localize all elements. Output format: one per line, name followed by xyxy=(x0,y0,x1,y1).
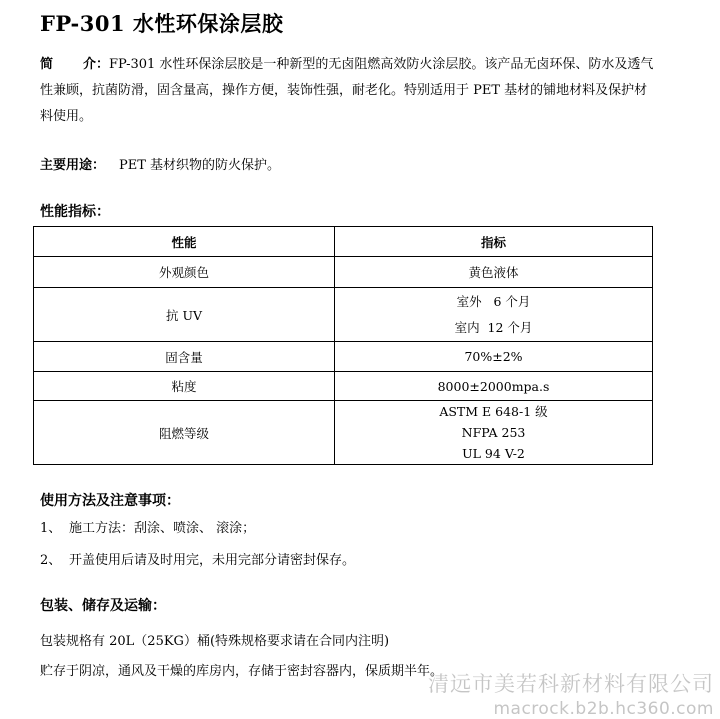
table-row xyxy=(34,372,653,401)
table-row xyxy=(34,257,653,288)
table-cell-property: 外观颜色 xyxy=(34,257,335,288)
table-cell-property: 粘度 xyxy=(34,372,335,401)
value-line: 8000±2000mpa.s xyxy=(437,378,550,394)
packaging-text xyxy=(40,627,443,687)
table-row xyxy=(34,288,653,342)
usage-line xyxy=(40,154,280,173)
table-header-property: 性能 xyxy=(34,227,335,257)
table-cell-value xyxy=(335,288,653,342)
watermark-company: 清远市美若科新材料有限公司 xyxy=(428,672,714,696)
list-item xyxy=(40,517,355,549)
packaging-line: 贮存于阴凉，通风及干燥的库房内，存储于密封容器内，保质期半年。 xyxy=(40,664,444,679)
table-cell-value xyxy=(335,401,653,465)
list-item-text: 开盖使用后请及时用完，未用完部分请密封保存。 xyxy=(69,553,356,568)
watermark xyxy=(428,668,714,719)
list-item-number: 2、 xyxy=(40,553,62,568)
intro-paragraph xyxy=(40,52,655,130)
intro-label-part1: 简 xyxy=(40,57,54,72)
instructions-heading: 使用方法及注意事项： xyxy=(40,493,180,509)
watermark-site: macrock.b2b.hc360.com xyxy=(493,699,714,719)
value-line: ASTM E 648-1 级 xyxy=(439,404,548,419)
document-title: FP-301 水性环保涂层胶 xyxy=(40,11,284,36)
performance-heading: 性能指标： xyxy=(40,204,110,220)
value-line: NFPA 253 xyxy=(461,425,526,440)
table-cell-value xyxy=(335,372,653,401)
list-item xyxy=(40,549,355,581)
table-header-value: 指标 xyxy=(335,227,653,257)
list-item-text: 施工方法：刮涂、喷涂、 滚涂； xyxy=(69,521,256,536)
list-item-number: 1、 xyxy=(40,521,62,536)
intro-label xyxy=(40,57,109,72)
intro-label-part2: 介： xyxy=(83,57,110,72)
performance-table xyxy=(33,226,653,465)
table-row xyxy=(34,342,653,372)
table-header-row xyxy=(34,227,653,257)
usage-label: 主要用途： xyxy=(40,158,106,173)
packaging-line: 包装规格有 20L（25KG）桶(特殊规格要求请在合同内注明) xyxy=(40,634,390,649)
value-line: UL 94 V-2 xyxy=(462,446,525,461)
usage-text: PET 基材织物的防火保护。 xyxy=(119,158,281,173)
value-line: 70%±2% xyxy=(464,349,523,364)
packaging-heading: 包装、储存及运输： xyxy=(40,598,166,614)
value-line: 黄色液体 xyxy=(468,264,519,280)
value-line: 室内 12 个月 xyxy=(454,319,533,335)
table-cell-value xyxy=(335,257,653,288)
table-cell-property: 抗 UV xyxy=(34,288,335,342)
table-cell-property: 固含量 xyxy=(34,342,335,372)
value-line: 室外 6 个月 xyxy=(456,293,531,309)
instructions-list xyxy=(40,517,355,581)
table-cell-property: 阻燃等级 xyxy=(34,401,335,465)
table-cell-value xyxy=(335,342,653,372)
intro-text: FP-301 水性环保涂层胶是一种新型的无卤阻燃高效防火涂层胶。该产品无卤环保、防水及透气性兼顾，抗菌防滑，固含量高，操作方便，装饰性强，耐老化。特别适用于 PET 基材的铺地材料及保护材料使用。 xyxy=(40,57,654,124)
table-row xyxy=(34,401,653,465)
